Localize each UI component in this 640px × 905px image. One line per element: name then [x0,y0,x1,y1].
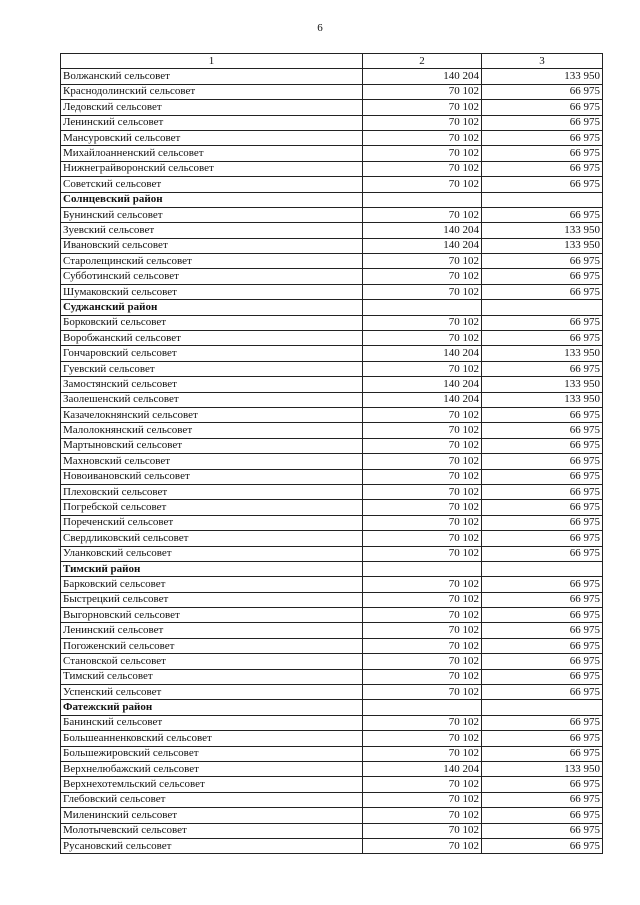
value-col-2: 70 102 [363,838,482,853]
value-col-3 [482,192,603,207]
region-header-row [61,192,603,207]
value-col-2: 70 102 [363,546,482,561]
value-col-3: 66 975 [482,423,603,438]
settlement-name: Замостянский сельсовет [61,377,363,392]
value-col-2: 70 102 [363,777,482,792]
table-row [61,130,603,145]
table-row [61,823,603,838]
table-row [61,454,603,469]
settlement-name: Верхнехотемльский сельсовет [61,777,363,792]
value-col-2: 140 204 [363,223,482,238]
value-col-2: 70 102 [363,130,482,145]
value-col-3: 66 975 [482,331,603,346]
value-col-2: 70 102 [363,454,482,469]
value-col-3 [482,700,603,715]
table-row [61,100,603,115]
settlement-name: Мартыновский сельсовет [61,438,363,453]
value-col-2: 70 102 [363,808,482,823]
settlement-name: Верхнелюбажский сельсовет [61,761,363,776]
settlement-name: Шумаковский сельсовет [61,284,363,299]
table-header [61,54,603,69]
page-number: 6 [317,22,323,34]
value-col-3: 133 950 [482,377,603,392]
value-col-3: 133 950 [482,761,603,776]
value-col-2: 70 102 [363,438,482,453]
settlement-name: Пореченский сельсовет [61,515,363,530]
value-col-3 [482,561,603,576]
table-row [61,469,603,484]
table-row [61,715,603,730]
value-col-3: 66 975 [482,146,603,161]
settlement-name: Банинский сельсовет [61,715,363,730]
value-col-3: 66 975 [482,515,603,530]
settlement-name: Русановский сельсовет [61,838,363,853]
value-col-3: 66 975 [482,115,603,130]
value-col-3: 133 950 [482,238,603,253]
settlement-name: Гуевский сельсовет [61,361,363,376]
value-col-3: 66 975 [482,838,603,853]
value-col-2: 70 102 [363,315,482,330]
settlement-name: Успенский сельсовет [61,685,363,700]
value-col-2: 70 102 [363,269,482,284]
region-name: Солнцевский район [61,192,363,207]
settlement-name: Миленинский сельсовет [61,808,363,823]
value-col-3: 133 950 [482,346,603,361]
value-col-3: 133 950 [482,392,603,407]
value-col-3: 66 975 [482,623,603,638]
region-name: Суджанский район [61,300,363,315]
value-col-2: 70 102 [363,592,482,607]
table-row [61,577,603,592]
value-col-3: 66 975 [482,469,603,484]
table-row [61,838,603,853]
table-row [61,392,603,407]
settlement-name: Тимский сельсовет [61,669,363,684]
table-row [61,361,603,376]
value-col-3: 66 975 [482,577,603,592]
table-row [61,654,603,669]
settlement-name: Волжанский сельсовет [61,69,363,84]
table-row [61,161,603,176]
value-col-2: 70 102 [363,500,482,515]
table-row [61,731,603,746]
value-col-3 [482,300,603,315]
value-col-2: 70 102 [363,100,482,115]
value-col-3: 66 975 [482,715,603,730]
settlement-name: Погоженский сельсовет [61,638,363,653]
table-row [61,438,603,453]
value-col-3: 66 975 [482,254,603,269]
column-header-1: 1 [61,54,363,69]
settlement-name: Воробжанский сельсовет [61,331,363,346]
table-row [61,223,603,238]
table-row [61,500,603,515]
table-row [61,808,603,823]
table-body [61,69,603,854]
settlement-name: Барковский сельсовет [61,577,363,592]
value-col-3: 66 975 [482,608,603,623]
value-col-2 [363,192,482,207]
value-col-2: 70 102 [363,685,482,700]
value-col-2: 140 204 [363,377,482,392]
value-col-3: 66 975 [482,777,603,792]
table-row [61,531,603,546]
settlement-name: Плеховский сельсовет [61,484,363,499]
value-col-2: 70 102 [363,254,482,269]
column-header-2: 2 [363,54,482,69]
value-col-2 [363,700,482,715]
value-col-2: 70 102 [363,407,482,422]
header-row [61,54,603,69]
value-col-3: 66 975 [482,207,603,222]
value-col-2: 70 102 [363,577,482,592]
value-col-3: 66 975 [482,269,603,284]
settlement-name: Малолокнянский сельсовет [61,423,363,438]
table-row [61,284,603,299]
table-row [61,685,603,700]
value-col-2: 140 204 [363,761,482,776]
value-col-3: 66 975 [482,161,603,176]
region-header-row [61,700,603,715]
settlement-name: Заолешенский сельсовет [61,392,363,407]
value-col-2: 70 102 [363,638,482,653]
region-header-row [61,561,603,576]
settlement-name: Ивановский сельсовет [61,238,363,253]
value-col-3: 66 975 [482,84,603,99]
table-row [61,423,603,438]
settlement-name: Мансуровский сельсовет [61,130,363,145]
value-col-2: 70 102 [363,331,482,346]
table-row [61,207,603,222]
value-col-2: 70 102 [363,469,482,484]
value-col-3: 66 975 [482,315,603,330]
settlement-name: Советский сельсовет [61,177,363,192]
settlement-name: Бунинский сельсовет [61,207,363,222]
value-col-2: 70 102 [363,146,482,161]
value-col-2 [363,561,482,576]
value-col-3: 66 975 [482,654,603,669]
value-col-2: 70 102 [363,623,482,638]
table-row [61,608,603,623]
value-col-2: 70 102 [363,515,482,530]
table-row [61,792,603,807]
settlement-name: Большеанненковский сельсовет [61,731,363,746]
table-row [61,546,603,561]
allocation-table [60,53,603,854]
value-col-3: 66 975 [482,177,603,192]
value-col-3: 66 975 [482,823,603,838]
value-col-3: 66 975 [482,438,603,453]
column-header-3: 3 [482,54,603,69]
settlement-name: Становской сельсовет [61,654,363,669]
region-name: Фатежский район [61,700,363,715]
value-col-2: 70 102 [363,361,482,376]
value-col-2: 70 102 [363,177,482,192]
value-col-2: 70 102 [363,531,482,546]
settlement-name: Молотычевский сельсовет [61,823,363,838]
value-col-3: 66 975 [482,808,603,823]
table-row [61,146,603,161]
value-col-3: 66 975 [482,361,603,376]
settlement-name: Субботинский сельсовет [61,269,363,284]
value-col-2: 140 204 [363,346,482,361]
table-row [61,84,603,99]
value-col-2: 140 204 [363,69,482,84]
region-header-row [61,300,603,315]
table-row [61,269,603,284]
table-row [61,407,603,422]
settlement-name: Махновский сельсовет [61,454,363,469]
value-col-2: 70 102 [363,484,482,499]
table-row [61,484,603,499]
settlement-name: Большежировский сельсовет [61,746,363,761]
value-col-3: 133 950 [482,69,603,84]
value-col-3: 66 975 [482,669,603,684]
settlement-name: Быстрецкий сельсовет [61,592,363,607]
value-col-3: 66 975 [482,546,603,561]
table-row [61,669,603,684]
value-col-2: 70 102 [363,669,482,684]
settlement-name: Михайлоанненский сельсовет [61,146,363,161]
value-col-3: 66 975 [482,531,603,546]
value-col-3: 66 975 [482,284,603,299]
value-col-2: 70 102 [363,115,482,130]
table-row [61,238,603,253]
value-col-3: 133 950 [482,223,603,238]
value-col-3: 66 975 [482,638,603,653]
value-col-3: 66 975 [482,685,603,700]
table-row [61,623,603,638]
table-row [61,331,603,346]
settlement-name: Новоивановский сельсовет [61,469,363,484]
value-col-3: 66 975 [482,407,603,422]
settlement-name: Старолещинский сельсовет [61,254,363,269]
value-col-2: 70 102 [363,207,482,222]
value-col-2: 70 102 [363,161,482,176]
settlement-name: Глебовский сельсовет [61,792,363,807]
value-col-2: 70 102 [363,792,482,807]
settlement-name: Погребской сельсовет [61,500,363,515]
settlement-name: Ленинский сельсовет [61,115,363,130]
value-col-2: 70 102 [363,746,482,761]
table-row [61,346,603,361]
settlement-name: Краснодолинский сельсовет [61,84,363,99]
table-row [61,115,603,130]
value-col-3: 66 975 [482,484,603,499]
value-col-2: 70 102 [363,608,482,623]
settlement-name: Ледовский сельсовет [61,100,363,115]
settlement-name: Уланковский сельсовет [61,546,363,561]
table-row [61,638,603,653]
value-col-2: 70 102 [363,654,482,669]
settlement-name: Выгорновский сельсовет [61,608,363,623]
table-row [61,315,603,330]
value-col-2 [363,300,482,315]
settlement-name: Нижнеграйворонский сельсовет [61,161,363,176]
value-col-3: 66 975 [482,500,603,515]
table-row [61,777,603,792]
value-col-2: 70 102 [363,715,482,730]
settlement-name: Борковский сельсовет [61,315,363,330]
value-col-2: 70 102 [363,84,482,99]
settlement-name: Казачелокнянский сельсовет [61,407,363,422]
table-row [61,254,603,269]
value-col-3: 66 975 [482,792,603,807]
table-row [61,592,603,607]
value-col-3: 66 975 [482,454,603,469]
value-col-2: 70 102 [363,423,482,438]
value-col-3: 66 975 [482,130,603,145]
settlement-name: Ленинский сельсовет [61,623,363,638]
settlement-name: Зуевский сельсовет [61,223,363,238]
value-col-2: 70 102 [363,731,482,746]
table-row [61,177,603,192]
region-name: Тимский район [61,561,363,576]
value-col-3: 66 975 [482,592,603,607]
value-col-2: 70 102 [363,823,482,838]
table-row [61,761,603,776]
value-col-2: 140 204 [363,238,482,253]
table-row [61,515,603,530]
value-col-3: 66 975 [482,746,603,761]
value-col-3: 66 975 [482,731,603,746]
value-col-2: 140 204 [363,392,482,407]
settlement-name: Гончаровский сельсовет [61,346,363,361]
value-col-2: 70 102 [363,284,482,299]
settlement-name: Свердликовский сельсовет [61,531,363,546]
table-row [61,69,603,84]
table-row [61,746,603,761]
value-col-3: 66 975 [482,100,603,115]
table-row [61,377,603,392]
